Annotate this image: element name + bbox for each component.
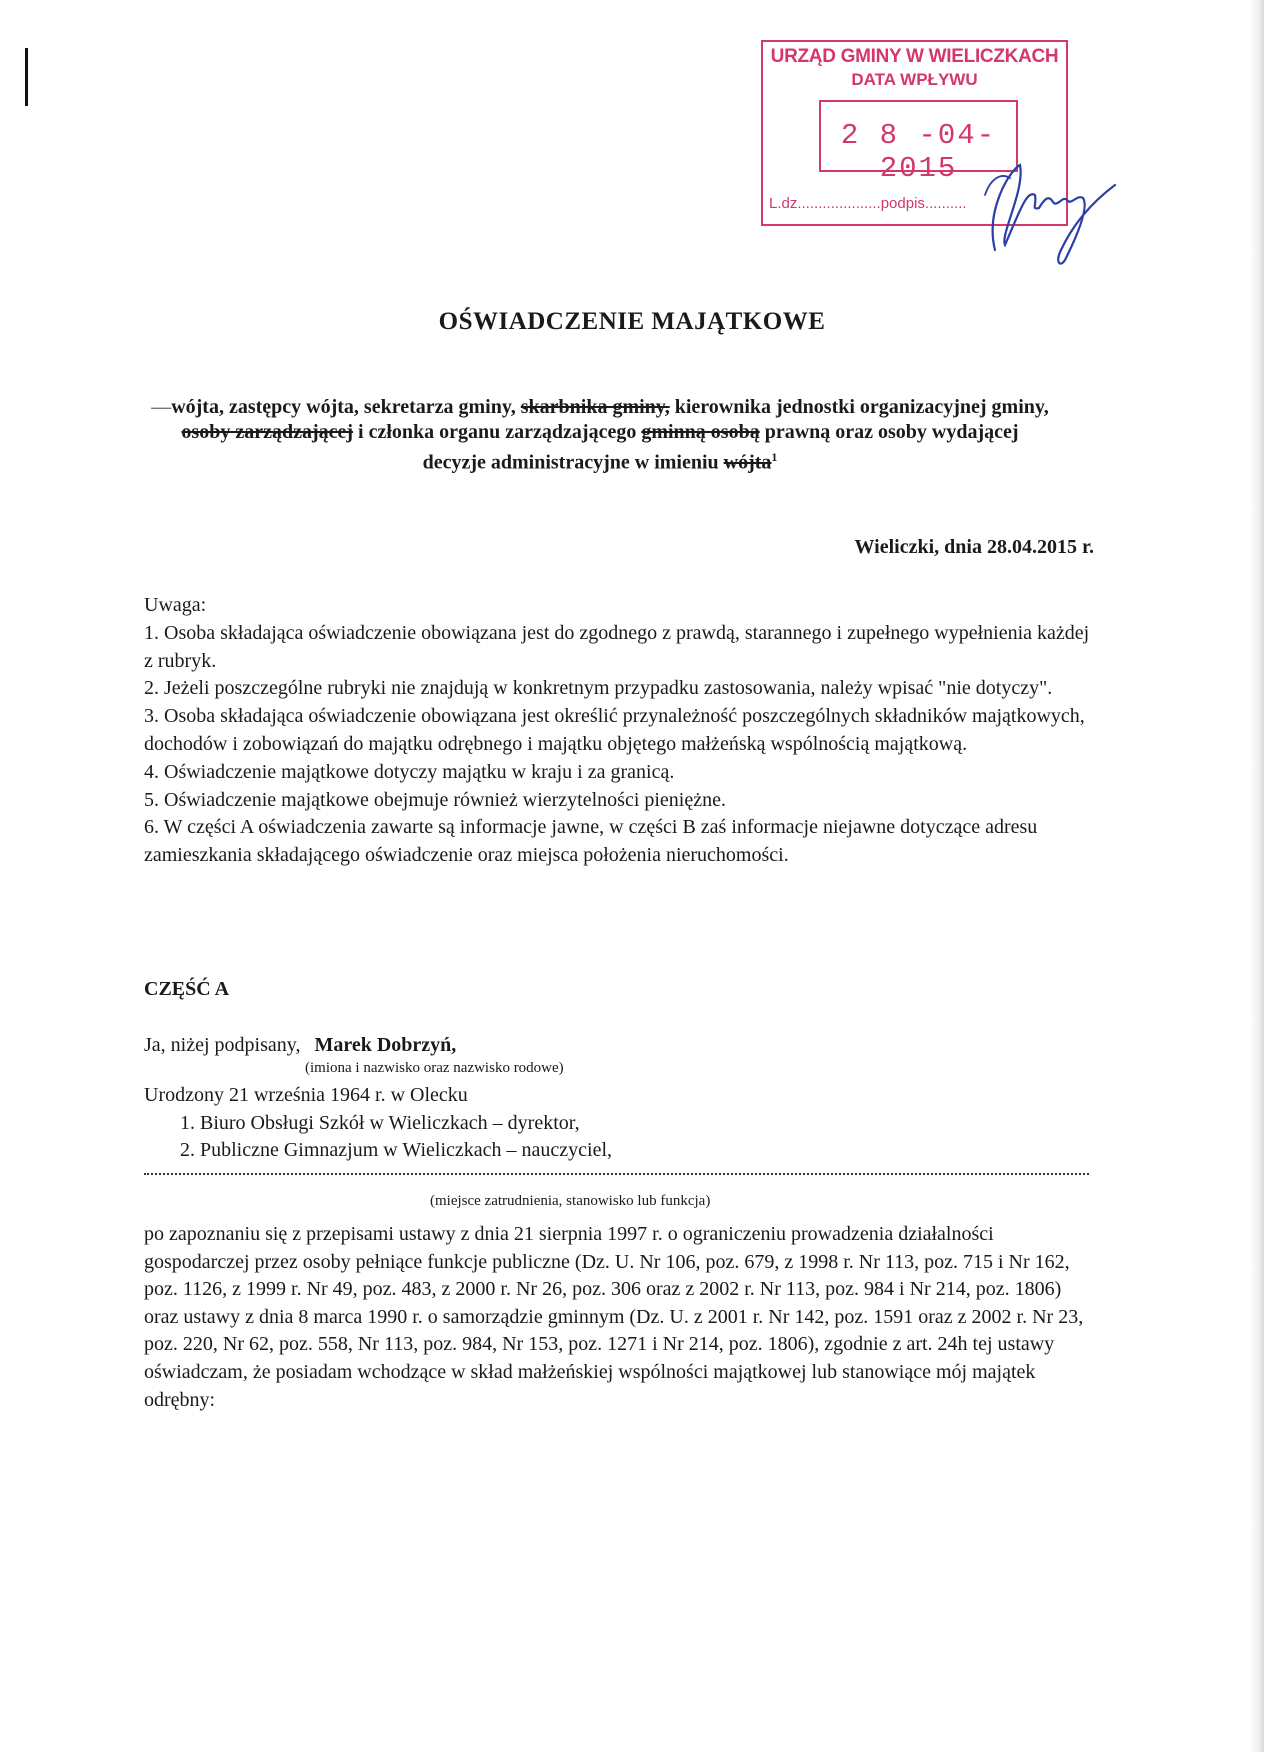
stamp-received-date: 2 8 -04- 2015 [840,119,997,185]
declarant-name: Marek Dobrzyń, [314,1034,457,1056]
employment-dotted-line [144,1173,1089,1175]
subtitle-dash: — [151,396,172,418]
handwritten-signature [965,150,1135,270]
stamp-registry-line: L.dz....................podpis.......... [769,195,967,212]
declarant-line [144,1034,456,1057]
notes-heading: Uwaga: [144,594,207,616]
stamp-office-name: URZĄD GMINY W WIELICZKACH [770,46,1059,67]
signature-stroke [993,165,1115,264]
note-item: 2. Jeżeli poszczególne rubryki nie znajdują w konkretnym przypadku zastosowania, należy wpisać "nie dotyczy". [144,677,1053,700]
scan-margin-mark [25,48,28,106]
document-title: OŚWIADCZENIE MAJĄTKOWE [438,308,826,335]
stamp-received-label: DATA WPŁYWU [851,70,978,89]
declaration-paragraph [144,1221,1089,1414]
signature-flourish [985,176,1010,195]
declaration-text: po zapoznaniu się z przepisami ustawy z dnia 21 sierpnia 1997 r. o ograniczeniu prowadzenia działalności gospodarczej przez osoby pełniące funkcje publiczne (Dz. U. Nr 106, poz. 679, z 1998 r. Nr 113, poz. 715 i Nr 162, poz. 1126, z 1999 r. Nr 49, poz. 483, z 2000 r. Nr 26, poz. 306 oraz z 2002 r. Nr 113, poz. 984 i Nr 214, poz. 1806) oraz ustawy z dnia 8 marca 1990 r. o samorządzie gminnym (Dz. U. z 2001 r. Nr 142, poz. 1591 oraz z 2002 r. Nr 23, poz. 220, Nr 62, poz. 558, Nr 113, poz. 984, Nr 153, poz. 1271 i Nr 214, poz. 1806), zgodnie z art. 24h tej ustawy oświadczam, że posiadam wchodzące w skład małżeńskiej wspólności majątkowej lub stanowiące mój majątek odrębny: [144,1223,1084,1411]
subtitle-part-5: i członka organu zarządzającego [353,421,642,443]
subtitle-part-7: prawną oraz osoby wydającej decyzje administracyjne w imieniu [422,421,1019,474]
subtitle-struck-mayor: wójta [723,451,772,474]
employment-caption: (miejsce zatrudnienia, stanowisko lub funkcja) [430,1193,711,1209]
place-and-date: Wieliczki, dnia 28.04.2015 r. [854,536,1094,558]
subtitle-footnote-ref: 1 [771,450,778,464]
subtitle-struck-treasurer: skarbnika gminy, [520,396,670,418]
part-a-heading: CZĘŚĆ A [144,978,230,1000]
note-item: 6. W części A oświadczenia zawarte są informacje jawne, w części B zaś informacje niejawne dotyczące adresu zamieszkania składającego oświadczenie oraz miejsca położenia nieruchomości. [144,816,1038,867]
declarant-label: Ja, niżej podpisany, [144,1034,301,1056]
document-subtitle [150,395,1050,476]
subtitle-struck-managing: osoby zarządzającej [181,421,354,443]
note-item: 4. Oświadczenie majątkowe dotyczy majątku w kraju i za granicą. [144,760,675,783]
note-item: 5. Oświadczenie majątkowe obejmuje również wierzytelności pieniężne. [144,788,726,811]
subtitle-struck-legal-entity: gminną osobą [641,421,760,443]
name-caption: (imiona i nazwisko oraz nazwisko rodowe) [305,1060,564,1076]
scan-edge-shadow [1250,0,1264,1752]
note-item: 3. Osoba składająca oświadczenie obowiązana jest określić przynależność poszczególnych składników majątkowych, dochodów i zobowiązań do majątku odrębnego i majątku objętego małżeńską wspólnością majątkową. [144,705,1085,755]
subtitle-part-1: wójta, zastępcy wójta, sekretarza gminy, [171,396,521,418]
subtitle-part-3: kierownika jednostki organizacyjnej gminy, [669,396,1049,418]
note-item: 1. Osoba składająca oświadczenie obowiązana jest do zgodnego z prawdą, starannego i zupełnego wypełnienia każdej z rubryk. [144,621,1090,672]
employment-item: 1. Biuro Obsługi Szkół w Wieliczkach – dyrektor, [180,1112,580,1134]
birth-line: Urodzony 21 września 1964 r. w Olecku [144,1084,468,1106]
employment-item: 2. Publiczne Gimnazjum w Wieliczkach – nauczyciel, [180,1139,613,1161]
notes-section [144,592,1094,870]
